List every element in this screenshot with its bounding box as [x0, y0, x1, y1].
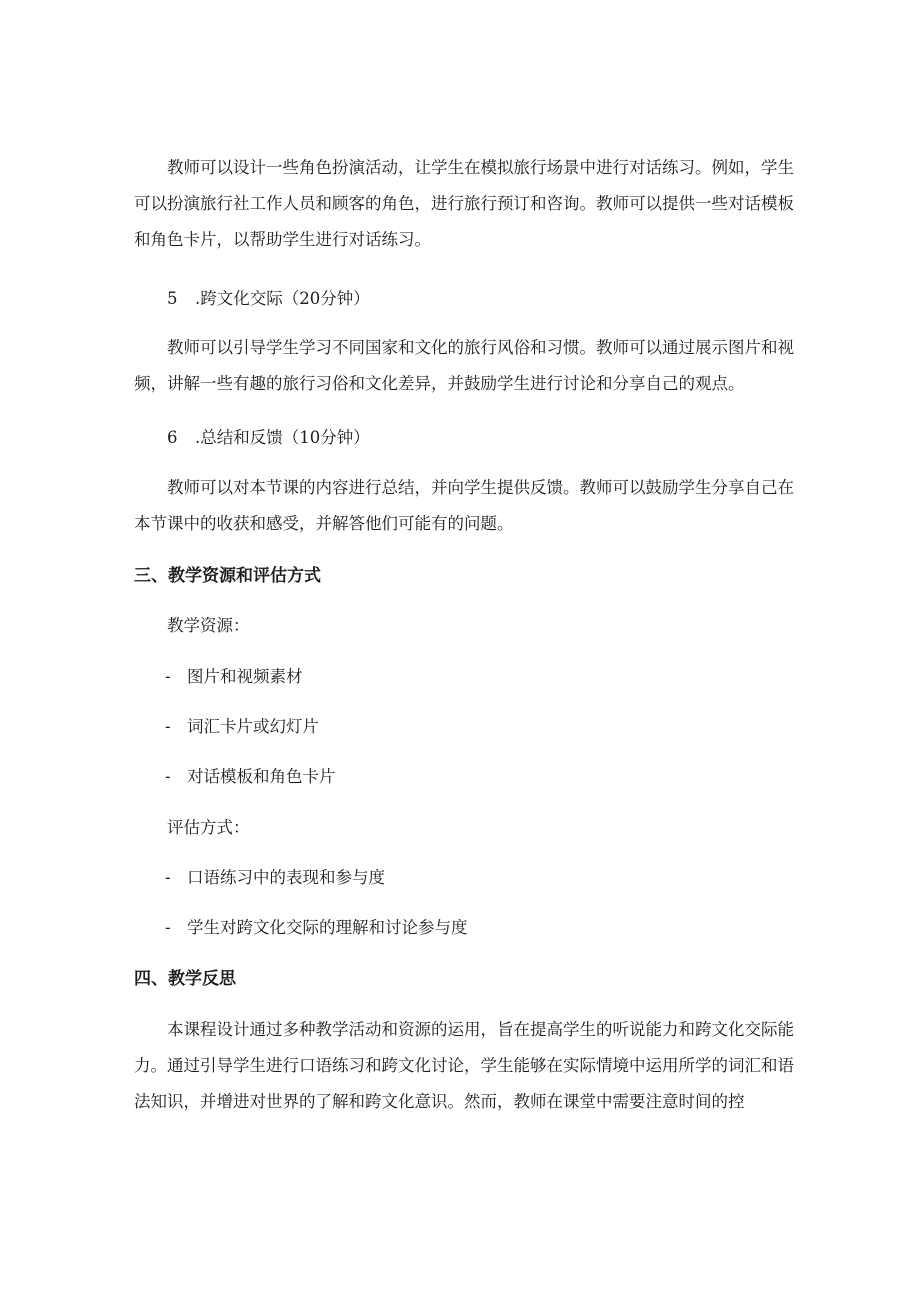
- crosscultural-paragraph: 教师可以引导学生学习不同国家和文化的旅行风俗和习惯。教师可以通过展示图片和视频，讲解一些有趣的旅行习俗和文化差异，并鼓励学生进行讨论和分享自己的观点。: [134, 338, 794, 393]
- bullet-dash: -: [165, 918, 171, 937]
- resources-label: 教学资源：: [167, 616, 250, 635]
- evaluation-item: - 口语练习中的表现和参与度: [165, 866, 385, 890]
- bullet-dash: -: [165, 868, 171, 887]
- resource-item: - 对话模板和角色卡片: [165, 765, 336, 789]
- step-5-number: 5: [167, 289, 178, 308]
- roleplay-paragraph: 教师可以设计一些角色扮演活动，让学生在模拟旅行场景中进行对话练习。例如，学生可以扮演旅行社工作人员和顾客的角色，进行旅行预订和咨询。教师可以提供一些对话模板和角色卡片，以帮助学生进行对话练习。: [134, 158, 794, 249]
- section-three-heading: 三、教学资源和评估方式: [134, 566, 321, 586]
- step-5-heading: [167, 287, 370, 311]
- resource-item: - 图片和视频素材: [165, 665, 303, 689]
- step-6-number: 6: [167, 428, 178, 447]
- bullet-dash: -: [165, 667, 171, 686]
- step-6-text: .总结和反馈（10分钟）: [195, 428, 370, 447]
- evaluation-label: 评估方式：: [167, 818, 250, 837]
- step-5-text: .跨文化交际（20分钟）: [195, 289, 370, 308]
- resource-item: - 词汇卡片或幻灯片: [165, 715, 319, 739]
- reflection-paragraph: 本课程设计通过多种教学活动和资源的运用，旨在提高学生的听说能力和跨文化交际能力。通过引导学生进行口语练习和跨文化讨论，学生能够在实际情境中运用所学的词汇和语法知识，并增进对世界的了解和跨文化意识。然而，教师在课堂中需要注意时间的控: [134, 1020, 794, 1111]
- bullet-dash: -: [165, 717, 171, 736]
- evaluation-item: - 学生对跨文化交际的理解和讨论参与度: [165, 916, 468, 940]
- bullet-dash: -: [165, 767, 171, 786]
- summary-paragraph: 教师可以对本节课的内容进行总结，并向学生提供反馈。教师可以鼓励学生分享自己在本节课中的收获和感受，并解答他们可能有的问题。: [134, 478, 794, 533]
- step-6-heading: [167, 426, 370, 450]
- section-four-heading: 四、教学反思: [134, 969, 236, 989]
